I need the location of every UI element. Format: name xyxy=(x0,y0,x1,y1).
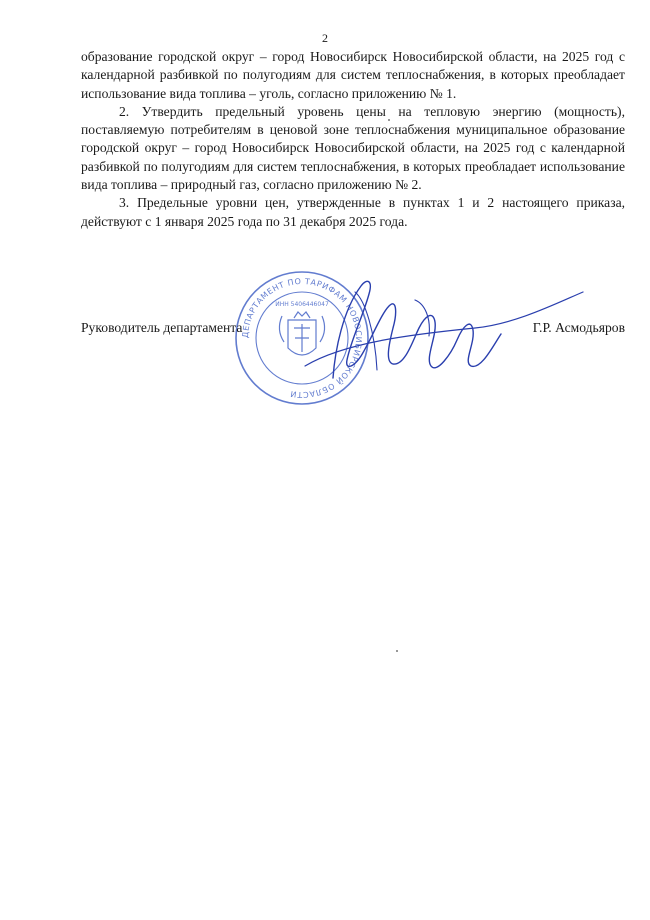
document-body xyxy=(81,48,625,231)
signatory-name: Г.Р. Асмодьяров xyxy=(532,320,625,335)
scan-speck xyxy=(388,119,390,121)
paragraph-3: 3. Предельные уровни цен, утвержденные в пунктах 1 и 2 настоящего приказа, действуют с 1 января 2025 года по 31 декабря 2025 года. xyxy=(81,195,625,229)
paragraph-2: 2. Утвердить предельный уровень цены на тепловую энергию (мощность), поставляемую потребителям в ценовой зоне теплоснабжения муниципальное образование городской округ – город Новосибирск Новосибирской области, на 2025 год с календарной разбивкой по полугодиям для систем теплоснабжения, в которых преобладает использование вида топлива – природный газ, согласно приложению № 2. xyxy=(81,103,625,193)
stamp-inner-text: ИНН 5406446047 xyxy=(275,301,329,308)
scan-speck xyxy=(396,650,398,652)
signature-row xyxy=(81,320,625,340)
page-number: 2 xyxy=(322,31,328,45)
position-title: Руководитель департамента xyxy=(81,320,243,335)
stamp-ring-text: ДЕПАРТАМЕНТ ПО ТАРИФАМ НОВОСИБИРСКОЙ ОБЛАСТИ xyxy=(240,276,364,400)
paragraph-1-continuation: образование городской округ – город Новосибирск Новосибирской области, на 2025 год с календарной разбивкой по полугодиям для систем теплоснабжения, в которых преобладает использование вида топлива – уголь, согласно приложению № 1. xyxy=(81,49,625,101)
